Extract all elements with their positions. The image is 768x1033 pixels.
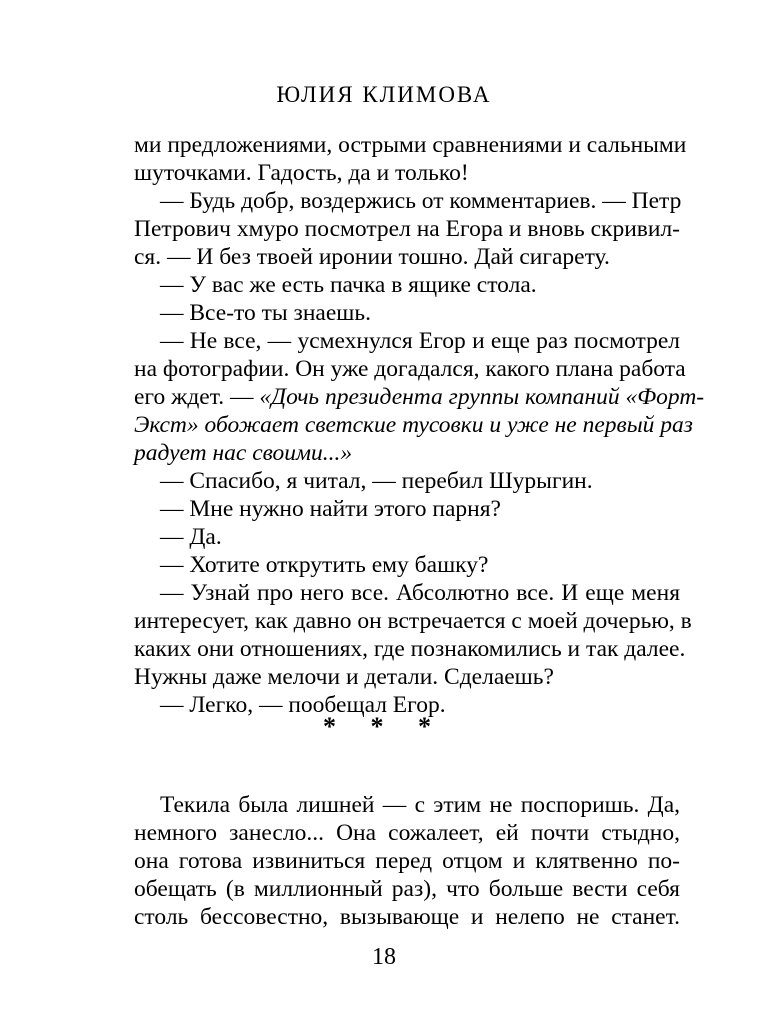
text-line: она готова извиниться перед отцом и клятвенно по- bbox=[134, 848, 680, 874]
text-line: — У вас же есть пачка в ящике стола. bbox=[160, 272, 537, 298]
text-line: интересует, как давно он встречается с моей дочерью, в bbox=[134, 608, 692, 634]
text-line: — Все-то ты знаешь. bbox=[160, 300, 371, 326]
quote-line: Экст» обожает светские тусовки и уже не первый раз bbox=[134, 412, 693, 438]
quote-span: «Дочь президента группы компаний «Форт- bbox=[259, 384, 705, 410]
text-line: — Хотите открутить ему башку? bbox=[160, 552, 489, 578]
text-line: столь бессовестно, вызывающе и нелепо не станет. bbox=[134, 904, 680, 930]
text-line: обещать (в миллионный раз), что больше вести себя bbox=[134, 876, 680, 902]
text-line: немного занесло... Она сожалеет, ей почти стыдно, bbox=[134, 820, 680, 846]
text-line: — Не все, — усмехнулся Егор и еще раз посмотрел bbox=[160, 328, 680, 354]
text-line: Текила была лишней — с этим не поспоришь. Да, bbox=[160, 792, 680, 818]
text-line: — Легко, — пообещал Егор. bbox=[160, 692, 446, 718]
text-line: каких они отношениях, где познакомились и так далее. bbox=[134, 636, 686, 662]
text-line: — Будь добр, воздержись от комментариев. — Петр bbox=[160, 188, 682, 214]
text-line-mixed bbox=[134, 382, 705, 412]
page-number: 18 bbox=[372, 944, 396, 970]
text-line: Нужны даже мелочи и детали. Сделаешь? bbox=[134, 664, 554, 690]
text-line: — Спасибо, я читал, — перебил Шурыгин. bbox=[160, 468, 593, 494]
text-line: — Узнай про него все. Абсолютно все. И еще меня bbox=[160, 580, 680, 606]
text-line: — Да. bbox=[160, 524, 222, 550]
section-separator: * * * bbox=[323, 712, 445, 741]
text-line: — Мне нужно найти этого парня? bbox=[160, 496, 501, 522]
text-span: его ждет. — bbox=[134, 384, 260, 410]
text-line: ми предложениями, острыми сравнениями и сальными bbox=[134, 132, 687, 158]
text-line: Петрович хмуро посмотрел на Егора и вновь скривил- bbox=[134, 216, 680, 242]
text-line: шуточками. Гадость, да и только! bbox=[134, 160, 469, 186]
quote-line: радует нас своими...» bbox=[134, 440, 353, 466]
running-header: ЮЛИЯ КЛИМОВА bbox=[276, 82, 492, 107]
text-line: ся. — И без твоей иронии тошно. Дай сигарету. bbox=[134, 244, 610, 270]
text-line: на фотографии. Он уже догадался, какого плана работа bbox=[134, 356, 686, 382]
